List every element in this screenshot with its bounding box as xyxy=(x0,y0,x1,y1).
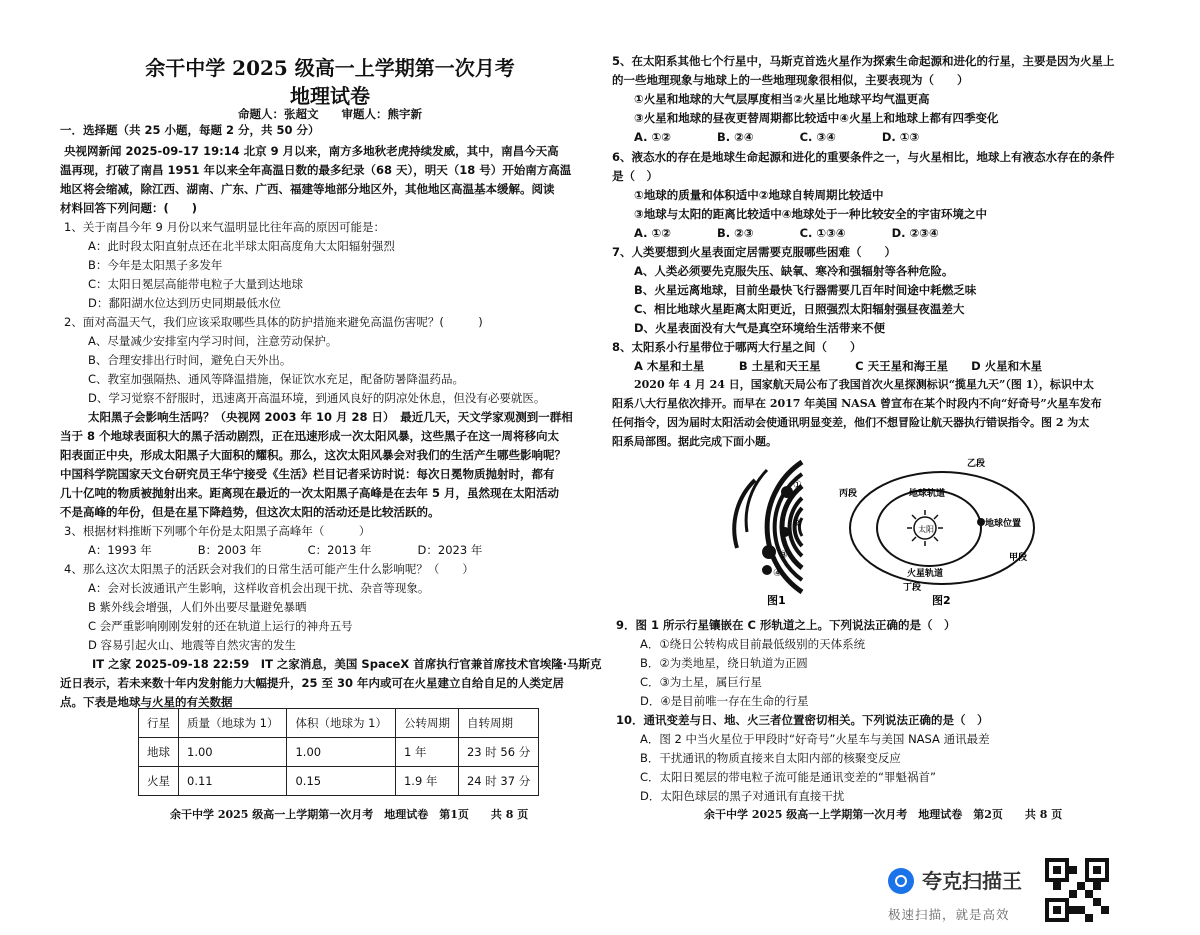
table-cell: 1 年 xyxy=(395,738,458,767)
option: A. ①② B. ②③ C. ①③④ D. ②③④ xyxy=(634,226,939,240)
qr-code-icon xyxy=(1045,858,1109,922)
option: A、尽量减少安排室内学习时间，注意劳动保护。 xyxy=(88,334,338,348)
earth-marker xyxy=(977,518,985,526)
table-header-cell: 行星 xyxy=(139,709,179,738)
brand-name: 夸克扫描王 xyxy=(922,869,1022,893)
passage-line: 温再现，打破了南昌 1951 年以来全年高温日数的最多纪录（68 天），明天（18 号）开始南方高温 xyxy=(60,163,572,177)
option: A、人类必须要先克服失压、缺氧、寒冷和强辐射等各种危险。 xyxy=(634,264,954,278)
scanner-brand xyxy=(888,865,1038,925)
figure-2-caption: 图2 xyxy=(932,594,951,607)
passage-line: 中国科学院国家天文台研究员王华宁接受《生活》栏目记者采访时说：每次日冕物质抛射时，都有 xyxy=(60,467,555,481)
question-stem: 2、面对高温天气，我们应该采取哪些具体的防护措施来避免高温伤害呢？( ) xyxy=(64,315,483,329)
figure-1-label-4: ④ xyxy=(773,568,782,579)
option: A：1993 年 B：2003 年 C：2013 年 D：2023 年 xyxy=(88,543,483,557)
page-footer: 余干中学 2025 级高一上学期第一次月考 地理试卷 第2页 共 8 页 xyxy=(704,808,1063,821)
option: A．图 2 中当火星位于甲段时“好奇号”火星车与美国 NASA 通讯最差 xyxy=(640,732,990,746)
option: ③地球与太阳的距离比较适中④地球处于一种比较安全的宇宙环境之中 xyxy=(634,207,987,221)
c-orbit-arc xyxy=(746,470,767,532)
option: B 紫外线会增强，人们外出要尽量避免暴晒 xyxy=(88,600,307,614)
option: D：鄱阳湖水位达到历史同期最低水位 xyxy=(88,296,281,310)
exam-title: 余干中学 2025 级高一上学期第一次月考 xyxy=(145,56,515,80)
option: C：太阳日冕层高能带电粒子大量到达地球 xyxy=(88,277,304,291)
segment-jia-label: 甲段 xyxy=(1009,553,1028,563)
table-header-cell: 公转周期 xyxy=(395,709,458,738)
figure-1-label-3: ③ xyxy=(779,550,788,561)
option: A. ①② B. ②④ C. ③④ D. ①③ xyxy=(634,130,920,144)
option: B：今年是太阳黑子多发年 xyxy=(88,258,223,272)
passage-line: 近日表示，若未来数十年内发射能力大幅提升，25 至 30 年内或可在火星建立自给自足的人类定居 xyxy=(60,676,565,690)
option: B．干扰通讯的物质直接来自太阳内部的核聚变反应 xyxy=(640,751,901,765)
option: A：会对长波通讯产生影响，这样收音机会出现干扰、杂音等现象。 xyxy=(88,581,430,595)
passage-line: 材料回答下列问题：( ) xyxy=(60,201,198,215)
passage-line: 2020 年 4 月 24 日，国家航天局公布了我国首次火星探测标识“揽星九天”（图 1），标识中太 xyxy=(612,378,1094,391)
option: C．③为土星，属巨行星 xyxy=(640,675,762,689)
planet-marker xyxy=(780,527,790,537)
passage-line: 太阳黑子会影响生活吗？（央视网 2003 年 10 月 28 日） 最近几天，天文学家观测到一群相 xyxy=(88,410,573,424)
option: D．太阳色球层的黑子对通讯有直接干扰 xyxy=(640,789,845,803)
option: ①火星和地球的大气层厚度相当②火星比地球平均气温更高 xyxy=(634,92,930,106)
question-stem: 6、液态水的存在是地球生命起源和进化的重要条件之一，与火星相比，地球上有液态水存在的条件 xyxy=(612,150,1115,164)
page-footer: 余干中学 2025 级高一上学期第一次月考 地理试卷 第1页 共 8 页 xyxy=(170,808,529,821)
question-stem: 1、关于南昌今年 9 月份以来气温明显比往年高的原因可能是： xyxy=(64,220,385,234)
solar-system-figures xyxy=(707,452,1127,612)
passage-line: 央视网新闻 2025-09-17 19:14 北京 9 月以来，南方多地秋老虎持续发威，其中，南昌今天高 xyxy=(64,144,559,158)
passage-line: 任何指令，因为届时太阳活动会使通讯明显变差，他们不想冒险让航天器执行错误指令。图 2 为太 xyxy=(612,416,1090,429)
table-header-row xyxy=(139,709,539,738)
table-cell: 火星 xyxy=(139,767,179,796)
option: B．②为类地星，绕日轨道为正圆 xyxy=(640,656,808,670)
option: ③火星和地球的昼夜更替周期都比较适中④火星上和地球上都有四季变化 xyxy=(634,111,999,125)
passage-line: 阳系八大行星依次排开。而早在 2017 年美国 NASA 曾宣布在某个时段内不向“好奇号”火星车发布 xyxy=(612,397,1102,410)
option: D．④是目前唯一存在生命的行星 xyxy=(640,694,809,708)
figure-1-label-2: ② xyxy=(793,518,802,529)
sun-label: 太阳 xyxy=(918,525,934,534)
question-stem: 4、那么这次太阳黑子的活跃会对我们的日常生活可能产生什么影响呢？（ ） xyxy=(64,562,474,576)
planet-data-table xyxy=(138,708,539,796)
table-row xyxy=(139,767,539,796)
passage-line: 当于 8 个地球表面积大的黑子活动剧烈，正在迅速形成一次太阳风暴，这些黑子在这一周将移向太 xyxy=(60,429,560,443)
option: B、火星远离地球，目前坐最快飞行器需要几百年时间途中耗燃乏味 xyxy=(634,283,977,297)
option: C、教室加强隔热、通风等降温措施，保证饮水充足，配备防暑降温药品。 xyxy=(88,372,465,386)
table-header-cell: 体积（地球为 1） xyxy=(287,709,395,738)
table-cell: 1.00 xyxy=(287,738,395,767)
option: A：此时段太阳直射点还在北半球太阳高度角大太阳辐射强烈 xyxy=(88,239,395,253)
question-stem: 是（ ） xyxy=(612,169,658,183)
segment-yi-label: 乙段 xyxy=(967,459,986,469)
earth-position-label: 地球位置 xyxy=(985,519,1022,529)
planet-marker xyxy=(762,545,776,559)
option: D、学习觉察不舒服时，迅速离开高温环境，到通风良好的阴凉处休息，但没有必要就医。 xyxy=(88,391,546,405)
table-header-cell: 自转周期 xyxy=(458,709,538,738)
table-cell: 地球 xyxy=(139,738,179,767)
quark-logo-icon xyxy=(888,868,914,894)
table-cell: 1.00 xyxy=(179,738,287,767)
earth-orbit-label: 地球轨道 xyxy=(909,489,946,499)
planet-marker xyxy=(762,565,772,575)
option: A．①绕日公转构成目前最低级别的天体系统 xyxy=(640,637,866,651)
question-stem: 7、人类要想到火星表面定居需要克服哪些困难（ ） xyxy=(612,245,896,259)
table-cell: 1.9 年 xyxy=(395,767,458,796)
question-stem: 9．图 1 所示行星镶嵌在 C 形轨道之上。下列说法正确的是（ ） xyxy=(616,618,956,632)
passage-line: 地区将会缩减，除江西、湖南、广东、广西、福建等地部分地区外，其他地区高温基本缓解。阅读 xyxy=(60,182,555,196)
option: D 容易引起火山、地震等自然灾害的发生 xyxy=(88,638,297,652)
option: C、相比地球火星距离太阳更近，日照强烈太阳辐射强昼夜温差大 xyxy=(634,302,965,316)
segment-bing-label: 丙段 xyxy=(839,489,858,499)
exam-subject: 地理试卷 xyxy=(290,84,370,108)
passage-line: 点。下表是地球与火星的有关数据 xyxy=(60,695,233,709)
section-heading: 一．选择题（共 25 小题，每题 2 分，共 50 分） xyxy=(60,123,320,137)
option: C 会严重影响刚刚发射的还在轨道上运行的神舟五号 xyxy=(88,619,353,633)
table-header-cell: 质量（地球为 1） xyxy=(179,709,287,738)
option: C．太阳日冕层的带电粒子流可能是通讯变差的“罪魁祸首” xyxy=(640,770,936,784)
passage-line: 几十亿吨的物质被抛射出来。距离现在最近的一次太阳黑子高峰是在去年 5 月，虽然现在太阳活动 xyxy=(60,486,560,500)
passage-line: 不是高峰的年份，但是在星下降趋势，但这次太阳的活动还是比较活跃的。 xyxy=(60,505,440,519)
option: D、火星表面没有大气是真空环境给生活带来不便 xyxy=(634,321,886,335)
passage-line: IT 之家 2025-09-18 22:59 IT 之家消息，美国 SpaceX 首席执行官兼首席技术官埃隆·马斯克 xyxy=(92,657,602,671)
table-row xyxy=(139,738,539,767)
mars-orbit-label: 火星轨道 xyxy=(907,569,944,579)
table-cell: 23 时 56 分 xyxy=(458,738,538,767)
figure-1-caption: 图1 xyxy=(767,594,786,607)
question-stem: 8、太阳系小行星带位于哪两大行星之间（ ） xyxy=(612,340,862,354)
table-cell: 0.15 xyxy=(287,767,395,796)
passage-line: 阳表面正中央，形成太阳黑子大面积的耀积。那么，这次太阳风暴会对我们的生活产生哪些影响呢？ xyxy=(60,448,566,462)
option: ①地球的质量和体积适中②地球自转周期比较适中 xyxy=(634,188,884,202)
exam-authors: 命题人：张超文 审题人：熊宇新 xyxy=(238,107,422,121)
question-stem: 的一些地理现象与地球上的一些地理现象很相似，主要表现为（ ） xyxy=(612,73,969,87)
table-cell: 24 时 37 分 xyxy=(458,767,538,796)
figure-1-label-1: ① xyxy=(793,480,802,491)
question-stem: 10．通讯变差与日、地、火三者位置密切相关。下列说法正确的是（ ） xyxy=(616,713,989,727)
planet-marker xyxy=(781,486,793,498)
table-cell: 0.11 xyxy=(179,767,287,796)
segment-ding-label: 丁段 xyxy=(903,583,922,593)
option: B、合理安排出行时间，避免白天外出。 xyxy=(88,353,292,367)
question-stem: 5、在太阳系其他七个行星中，马斯克首选火星作为探索生命起源和进化的行星，主要是因为火星上 xyxy=(612,54,1115,68)
option: A 木星和土星 B 土星和天王星 C 天王星和海王星 D 火星和木星 xyxy=(634,359,1043,373)
question-stem: 3、根据材料推断下列哪个年份是太阳黑子高峰年（ ） xyxy=(64,524,371,538)
brand-slogan: 极速扫描，就是高效 xyxy=(888,907,1010,922)
passage-line: 阳系局部图。据此完成下面小题。 xyxy=(612,435,777,448)
